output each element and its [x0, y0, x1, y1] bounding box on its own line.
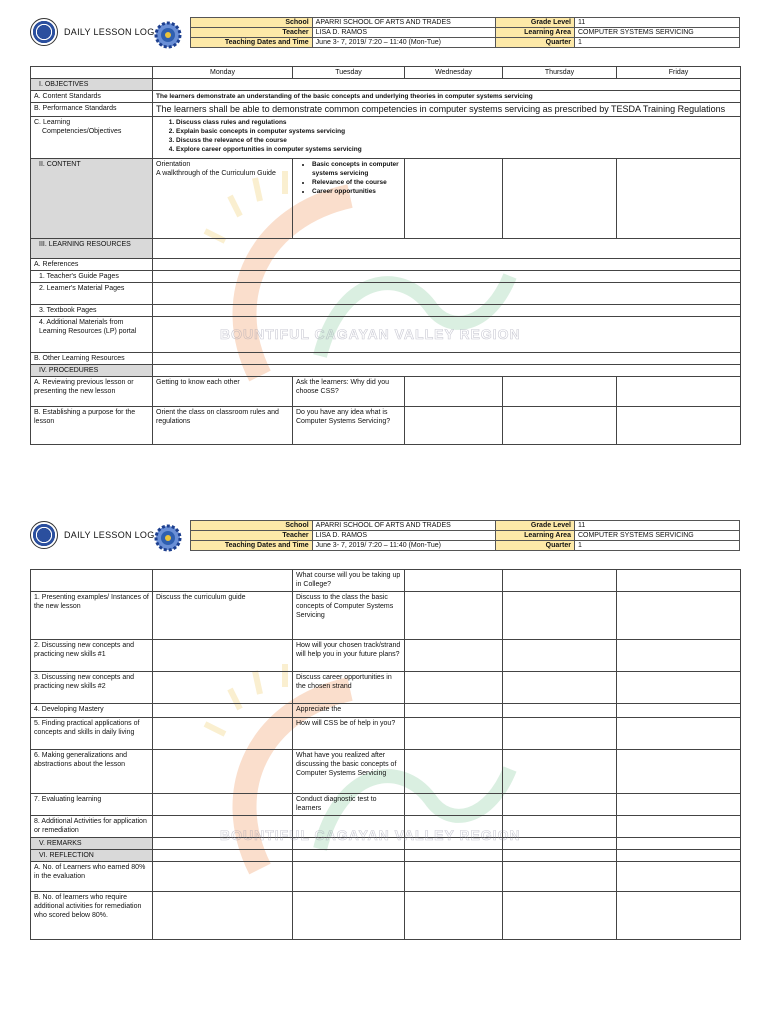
- deped-seal-icon: [30, 18, 58, 46]
- quarter-label: Quarter: [495, 541, 574, 551]
- content-tuesday: [293, 159, 405, 239]
- content-tuesday-list: [296, 160, 401, 196]
- procedure-b-label: B. Establishing a purpose for the lesson: [31, 407, 153, 445]
- generalizations-label: 6. Making generalizations and abstractions about the lesson: [31, 750, 153, 794]
- dates-value: June 3- 7, 2019/ 7:20 – 11:40 (Mon-Tue): [312, 541, 495, 551]
- r0-tuesday: What course will you be taking up in College?: [293, 570, 405, 592]
- learning-resources-heading: III. LEARNING RESOURCES: [31, 239, 153, 259]
- remarks-heading: V. REMARKS: [31, 838, 153, 850]
- content-standards-label: A. Content Standards: [31, 91, 153, 103]
- quarter-value: 1: [574, 38, 739, 48]
- header-info-table: [190, 520, 740, 551]
- reflection-heading: VI. REFLECTION: [31, 850, 153, 862]
- new-concepts-1-tuesday: How will your chosen track/strand will help you in your future plans?: [293, 640, 405, 672]
- practical-applications-tuesday: How will CSS be of help in you?: [293, 718, 405, 750]
- competencies-list: [156, 118, 737, 154]
- competencies-label-line1: C. Learning: [34, 119, 71, 126]
- presenting-examples-tuesday: Discuss to the class the basic concepts of Computer Systems Servicing: [293, 592, 405, 640]
- content-standards-text: The learners demonstrate an understanding of the basic concepts and underlying theories in computer systems servicing: [153, 91, 741, 103]
- log-title: DAILY LESSON LOG: [64, 27, 155, 37]
- grade-level-label: Grade Level: [495, 18, 574, 28]
- lesson-table-2: [30, 569, 741, 940]
- procedure-b-tuesday: Do you have any idea what is Computer Systems Servicing?: [293, 407, 405, 445]
- teacher-label: Teacher: [191, 531, 313, 541]
- dates-label: Teaching Dates and Time: [191, 541, 313, 551]
- learning-area-value: COMPUTER SYSTEMS SERVICING: [574, 531, 739, 541]
- learning-area-label: Learning Area: [495, 28, 574, 38]
- evaluating-learning-label: 7. Evaluating learning: [31, 794, 153, 816]
- presenting-examples-monday: Discuss the curriculum guide: [153, 592, 293, 640]
- learning-area-label: Learning Area: [495, 531, 574, 541]
- content-item: • Relevance of the course: [312, 178, 401, 187]
- header-info-table: [190, 17, 740, 48]
- performance-standards-label: B. Performance Standards: [31, 103, 153, 117]
- deped-seal-icon: [30, 521, 58, 549]
- content-item: • Basic concepts in computer systems servicing: [312, 160, 401, 178]
- lesson-table-1: [30, 66, 741, 445]
- deped-gear-logo-icon: [152, 522, 184, 554]
- teacher-value: LISA D. RAMOS: [312, 28, 495, 38]
- quarter-value: 1: [574, 541, 739, 551]
- other-resources-label: B. Other Learning Resources: [31, 353, 153, 365]
- performance-standards-text: The learners shall be able to demonstrate common competencies in computer systems servicing as prescribed by TESDA Training Regulations: [153, 103, 741, 117]
- grade-level-label: Grade Level: [495, 521, 574, 531]
- additional-materials-label: 4. Additional Materials from Learning Resources (LP) portal: [31, 317, 153, 353]
- day-wednesday: Wednesday: [405, 67, 503, 79]
- day-tuesday: Tuesday: [293, 67, 405, 79]
- grade-level-value: 11: [574, 521, 739, 531]
- competency-item: 3. Discuss the relevance of the course: [176, 136, 737, 145]
- content-heading: II. CONTENT: [31, 159, 153, 239]
- teachers-guide-label: 1. Teacher's Guide Pages: [31, 271, 153, 283]
- teacher-value: LISA D. RAMOS: [312, 531, 495, 541]
- content-item: • Career opportunities: [312, 187, 401, 196]
- practical-applications-label: 5. Finding practical applications of concepts and skills in daily living: [31, 718, 153, 750]
- developing-mastery-tuesday: Appreciate the: [293, 704, 405, 718]
- page-header: [30, 519, 740, 559]
- page-header: [30, 16, 740, 56]
- quarter-label: Quarter: [495, 38, 574, 48]
- competency-item: 2. Explain basic concepts in computer systems servicing: [176, 127, 737, 136]
- day-monday: Monday: [153, 67, 293, 79]
- objectives-heading: I. OBJECTIVES: [31, 79, 153, 91]
- textbook-pages-label: 3. Textbook Pages: [31, 305, 153, 317]
- school-value: APARRI SCHOOL OF ARTS AND TRADES: [312, 18, 495, 28]
- evaluating-learning-tuesday: Conduct diagnostic test to learners: [293, 794, 405, 816]
- competency-item: 1. Discuss class rules and regulations: [176, 118, 737, 127]
- lesson-log-page-1: [30, 16, 740, 445]
- learners-remediation-label: B. No. of learners who require additional activities for remediation who scored below 80%.: [31, 892, 153, 940]
- dates-label: Teaching Dates and Time: [191, 38, 313, 48]
- learners-80-label: A. No. of Learners who earned 80% in the evaluation: [31, 862, 153, 892]
- new-concepts-2-label: 3. Discussing new concepts and practicing new skills #2: [31, 672, 153, 704]
- additional-activities-label: 8. Additional Activities for application or remediation: [31, 816, 153, 838]
- procedure-a-tuesday: Ask the learners: Why did you choose CSS?: [293, 377, 405, 407]
- learning-area-value: COMPUTER SYSTEMS SERVICING: [574, 28, 739, 38]
- presenting-examples-label: 1. Presenting examples/ Instances of the new lesson: [31, 592, 153, 640]
- school-label: School: [191, 18, 313, 28]
- procedure-b-monday: Orient the class on classroom rules and regulations: [153, 407, 293, 445]
- lesson-log-page-2: [30, 519, 740, 940]
- deped-gear-logo-icon: [152, 19, 184, 51]
- procedure-a-label: A. Reviewing previous lesson or presenting the new lesson: [31, 377, 153, 407]
- day-friday: Friday: [617, 67, 741, 79]
- competency-item: 4. Explore career opportunities in computer systems servicing: [176, 145, 737, 154]
- log-title: DAILY LESSON LOG: [64, 530, 155, 540]
- learners-material-label: 2. Learner's Material Pages: [31, 283, 153, 305]
- references-label: A. References: [31, 259, 153, 271]
- new-concepts-1-label: 2. Discussing new concepts and practicing new skills #1: [31, 640, 153, 672]
- school-label: School: [191, 521, 313, 531]
- competencies-label: [31, 117, 153, 159]
- content-monday: Orientation A walkthrough of the Curriculum Guide: [153, 159, 293, 239]
- procedures-heading: IV. PROCEDURES: [31, 365, 153, 377]
- watermark-text: BOUNTIFUL CAGAYAN VALLEY REGION: [220, 326, 521, 342]
- blank-corner: [31, 67, 153, 79]
- day-thursday: Thursday: [503, 67, 617, 79]
- school-value: APARRI SCHOOL OF ARTS AND TRADES: [312, 521, 495, 531]
- competencies-label-line2: Competencies/Objectives: [42, 128, 122, 135]
- generalizations-tuesday: What have you realized after discussing the basic concepts of Computer Systems Servicing: [293, 750, 405, 794]
- watermark-text: BOUNTIFUL CAGAYAN VALLEY REGION: [220, 827, 521, 843]
- teacher-label: Teacher: [191, 28, 313, 38]
- procedure-a-monday: Getting to know each other: [153, 377, 293, 407]
- new-concepts-2-tuesday: Discuss career opportunities in the chosen strand: [293, 672, 405, 704]
- developing-mastery-label: 4. Developing Mastery: [31, 704, 153, 718]
- grade-level-value: 11: [574, 18, 739, 28]
- dates-value: June 3- 7, 2019/ 7:20 – 11:40 (Mon-Tue): [312, 38, 495, 48]
- competencies-list-cell: [153, 117, 741, 159]
